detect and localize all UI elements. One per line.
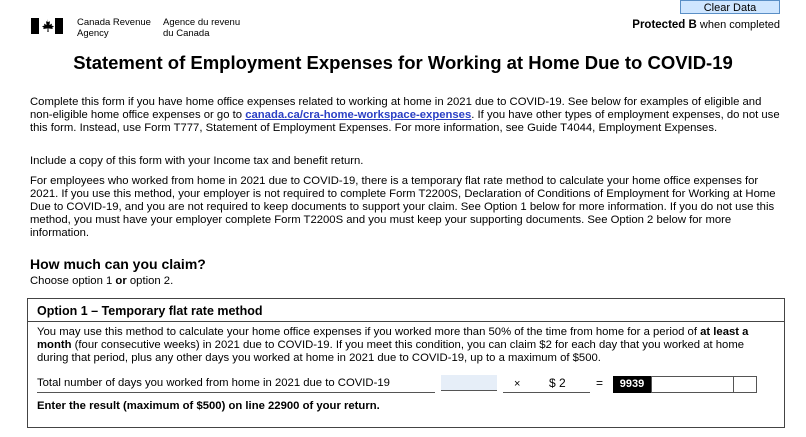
result-cents-input[interactable] [733,376,757,393]
form-title: Statement of Employment Expenses for Working at Home Due to COVID-19 [73,52,733,73]
canada-flag-icon [31,18,63,34]
option1-divider [28,321,784,322]
home-workspace-expenses-link[interactable]: canada.ca/cra-home-workspace-expenses [245,109,472,121]
agency-name-english: Canada Revenue Agency [77,17,151,39]
enter-result-instruction: Enter the result (maximum of $500) on line 22900 of your return. [37,400,380,412]
option1-title: Option 1 – Temporary flat rate method [37,304,263,318]
intro-paragraph-2: Include a copy of this form with your Income tax and benefit return. [30,155,364,167]
choose-option-text: Choose option 1 or option 2. [30,275,174,287]
clear-data-button[interactable]: Clear Data [680,0,780,14]
claim-heading: How much can you claim? [30,256,206,272]
intro-paragraph-1: Complete this form if you have home office expenses related to working at home in 2021 due to COVID-19. See below for examples of eligible and non-eligible home office expenses or go to canada.ca/cra-home-workspace-expenses. If you have other types of employment expenses, do not use this form. Instead, use Form T777, Statement of Employment Expenses. For more information, see Guide T4044, Employment Expenses. [30,96,780,134]
protected-status: Protected B when completed [632,19,780,31]
rate-underline [540,392,590,393]
multiply-sign: × [514,378,521,390]
days-label-underline [37,392,435,393]
line-number-badge: 9939 [613,376,651,393]
daily-rate: $ 2 [549,376,566,390]
intro-paragraph-3: For employees who worked from home in 2021 due to COVID-19, there is a temporary flat rate method to calculate your home office expenses for 2021. If you use this method, your employer is not required to complete Form T2200S, Declaration of Conditions of Employment for Working at Home Due to COVID-19, and you are not required to keep documents to support your claim. See Option 1 below for more information. If you do not use this method, you must have your employer complete Form T2200S and you must keep your supporting documents. See Option 2 below for more information. [30,175,776,239]
agency-name-french: Agence du revenu du Canada [163,17,241,39]
option1-description: You may use this method to calculate your home office expenses if you worked more than 50% of the time from home for a period of at least a month (four consecutive weeks) in 2021 due to COVID-19. If you meet this condition, you can claim $2 for each day that you worked at home during that period, plus any other days you worked at home in 2021 due to COVID-19, up to a maximum of $500. [37,326,749,364]
days-worked-label: Total number of days you worked from home in 2021 due to COVID-19 [37,377,390,389]
days-worked-input[interactable] [441,375,497,391]
multiply-underline [503,392,540,393]
equals-sign: = [596,376,604,390]
